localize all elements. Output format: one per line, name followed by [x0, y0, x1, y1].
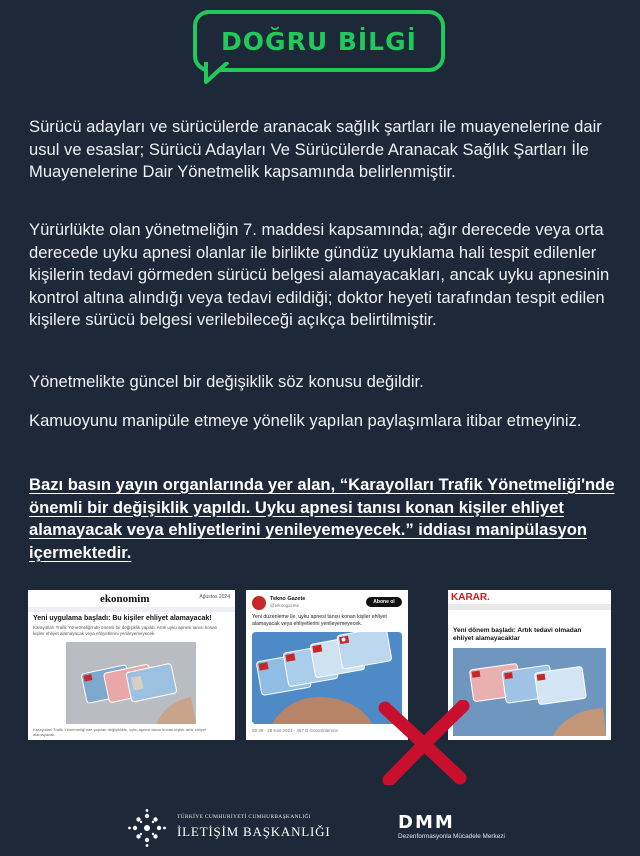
karar-logo: KARAR.	[451, 592, 490, 603]
tweet-author-name: Tekno Gazete	[270, 596, 306, 602]
speech-bubble-tail-icon	[204, 62, 234, 84]
paragraph-3: Yönetmelikte güncel bir değişiklik söz konusu değildir.	[29, 372, 424, 391]
karar-license-photo	[453, 648, 606, 736]
news-screenshot-karar	[448, 590, 611, 740]
ekonomim-date: Ağustos 2024	[199, 594, 230, 600]
avatar	[252, 596, 266, 610]
ekonomim-headline: Yeni uygulama başladı: Bu kişiler ehliyet alamayacak!	[33, 615, 212, 622]
gov-title: İLETİŞİM BAŞKANLIĞI	[177, 824, 331, 839]
ekonomim-caption: Karayolları Trafik Yönetmeliği'nde yapılan değişiklikle, uyku apnesi tanısı konan kişiler artık ehliyet alamayacak.	[33, 727, 207, 737]
dmm-subtitle: Dezenformasyonla Mücadele Merkezi	[398, 833, 505, 840]
dmm-wordmark: DMM	[398, 812, 455, 833]
karar-headline: Yeni dönem başladı: Artık tedavi olmadan ehliyet alamayacaklar	[453, 627, 582, 642]
news-screenshot-ekonomim	[28, 590, 235, 740]
gov-subtitle: TÜRKİYE CUMHURİYETİ CUMHURBAŞKANLIĞI	[177, 814, 311, 820]
claim-highlight	[29, 474, 621, 564]
ekonomim-subtext: Karayolları Trafik Yönetmeliği'nde önemli bir değişiklik yapıldı. Artık uyku apnesi tanısı konan kişiler ehliyet alamayacak veya ehliyetlerini yenileyemeyecek.	[33, 625, 218, 636]
paragraph-2: Yürürlükte olan yönetmeliğin 7. maddesi kapsamında; ağır derecede veya orta derecede uyku apnesi olanlar ile birlikte gündüz uyuklama hali tespit edilenler kişilerin tedavi görmeden sürücü belgesi alamayacakları, ancak uyku apnesinin kontrol altına alındığı veya tedavi edildiği; doktor heyeti tarafından tespit edilen kişilere sürücü belgesi verilebileceği açıkça belirtilmiştir.	[29, 220, 610, 330]
iletisim-baskanligi-logo	[127, 808, 331, 848]
paragraph-1: Sürücü adayları ve sürücülerde aranacak sağlık şartları ile muayenelerine dair usul ve esaslar; Sürücü Adayları Ve Sürücülerde Aranacak Sağlık Şartları İle Muayenelerine Dair Yönetmelik kapsamında belirlenmiştir.	[29, 117, 602, 182]
ekonomim-logo: ekonomim	[100, 593, 150, 605]
dmm-logo	[398, 812, 528, 842]
cross-mark-icon	[375, 700, 470, 785]
tweet-text: Yeni düzenleme ile, uyku apnesi tanısı konan kişiler ehliyet alamayacak veya ehliyetlerini yenileyemeyecek.	[252, 614, 387, 627]
ekonomim-nav-bar	[28, 607, 235, 612]
ekonomim-license-photo	[66, 642, 196, 724]
page-title: DOĞRU BİLGİ	[221, 26, 417, 56]
tweet-footer: 09:38 · 28 Kas 2024 · 457 B Görüntülenme	[252, 728, 339, 733]
claim-text: Bazı basın yayın organlarında yer alan, “Karayolları Trafik Yönetmeliği'nde önemli bir değişiklik yapıldı. Uyku apnesi tanısı konan kişiler ehliyet alamayacak veya ehliyetlerini yenileyemeyecek.” iddiası manipülasyon içermektedir.	[29, 475, 615, 562]
karar-nav-bar	[448, 604, 611, 610]
government-emblem-icon	[127, 808, 167, 848]
paragraph-4: Kamuoyunu manipüle etmeye yönelik yapılan paylaşımlara itibar etmeyiniz.	[29, 411, 582, 430]
tweet-author-handle: @teknogazete	[270, 603, 300, 608]
follow-button: Abone ol	[366, 597, 402, 607]
